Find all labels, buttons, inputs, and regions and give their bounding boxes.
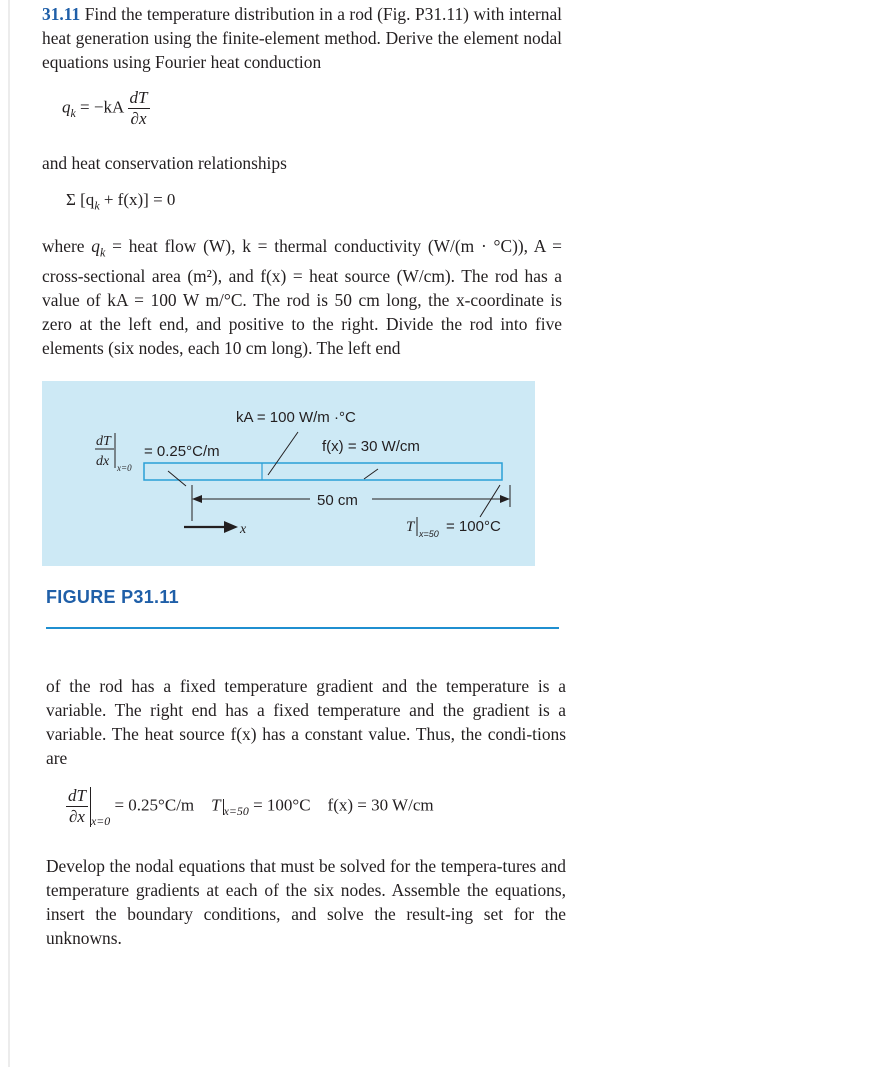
- rod: [144, 463, 502, 480]
- closing-paragraph: Develop the nodal equations that must be solved for the tempera-tures and temperature gradients at each of the six nodes. Assemble the equations, insert the boundary conditions, and solve the result-ing set for the unknowns.: [46, 856, 566, 948]
- figure-p31-11: [42, 381, 535, 566]
- grad-den: dx: [96, 454, 110, 469]
- x-label: x: [240, 522, 247, 537]
- problem-intro-text: Find the temperature distribution in a rod (Fig. P31.11) with internal heat generation using the finite-element method. Derive the element nodal equations using Fourier heat conduction: [42, 4, 563, 72]
- length-label: 50 cm: [317, 492, 358, 509]
- grad-num: dT: [96, 434, 111, 449]
- problem-number: 31.11: [42, 4, 81, 24]
- definitions-paragraph: where $q_k$ = heat flow (W), k = thermal conductivity (W/(m · °C)), A = cross-sectional area (m²), and f(x) = heat source (W/cm). The rod has a value of kA = 100 W m/°C. The rod is 50 cm long, the x-coordinate is zero at the left end, and positive to the right. Divide the rod into five elements (six nodes, each 10 cm long). The left end: [42, 236, 562, 359]
- bc-fraction: $\frac{dT}{\partial x}$: [68, 786, 86, 826]
- fourier-fraction: $\frac{dT}{\partial x}$: [129, 88, 148, 128]
- temp-value: = 100°C: [446, 518, 501, 535]
- fx-label: f(x) = 30 W/cm: [322, 438, 420, 455]
- grad-value: = 0.25°C/m: [144, 443, 220, 460]
- kA-label: kA = 100 W/m ·°C: [236, 409, 356, 426]
- bridge-text: and heat conservation relationships: [42, 153, 287, 173]
- page-margin-rule: [8, 0, 10, 1067]
- temp-T: T: [406, 519, 415, 535]
- figure-rule: [46, 627, 559, 629]
- gradient-leader: [168, 471, 186, 486]
- boundary-conditions: $\frac{dT}{\partial x}$ $_{x=0}$ = 0.25°C/m T $_{x=50}$ = 100°C f(x) = 30 W/cm: [68, 786, 434, 828]
- temp-at: x=50: [419, 529, 439, 539]
- kA-leader: [268, 432, 298, 475]
- temp-leader: [480, 485, 500, 517]
- problem-intro: [42, 2, 562, 74]
- dim-arrow-right: [500, 495, 510, 503]
- figure-caption: FIGURE P31.11: [46, 587, 179, 607]
- conservation-equation: Σ $[q_k + f(x)] = 0$: [66, 190, 176, 213]
- grad-at: x=0: [117, 463, 132, 473]
- continuation-paragraph: of the rod has a fixed temperature gradient and the temperature is a variable. The right end has a fixed temperature and the gradient is a variable. The heat source f(x) has a constant value. Thus, the condi-tions are: [46, 676, 566, 768]
- x-axis-arrowhead: [224, 521, 238, 533]
- fourier-equation: $q_k = -kA$ $\frac{dT}{\partial x}$: [62, 88, 148, 128]
- dim-arrow-left: [192, 495, 202, 503]
- fx-leader: [364, 469, 378, 479]
